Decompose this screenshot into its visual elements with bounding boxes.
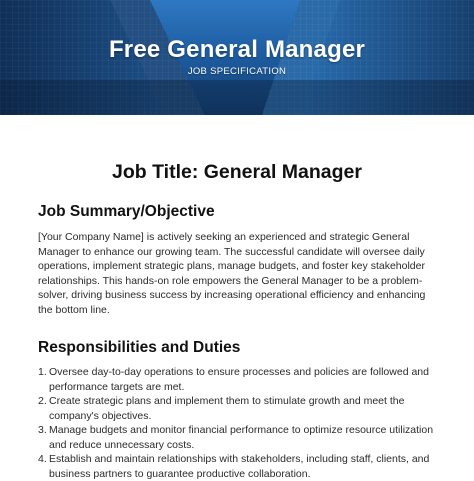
list-item: 2. Create strategic plans and implement them to stimulate growth and meet the company's objectives. [38,395,405,422]
list-item: 4. Establish and maintain relationships with stakeholders, including staff, clients, and business partners to guarantee productive collaboration. [38,453,430,480]
duties-list [38,365,442,481]
banner-title: Free General Manager [108,36,366,63]
list-item: 1. Oversee day-to-day operations to ensure processes and policies are followed and performance targets are met. [38,366,429,393]
page-title: Job Title: General Manager [112,161,362,183]
list-item: 3. Manage budgets and monitor financial performance to optimize resource utilization and reduce unnecessary costs. [38,424,434,451]
banner-subtitle: JOB SPECIFICATION [187,66,287,77]
header-banner [0,0,474,115]
summary-paragraph: [Your Company Name] is actively seeking an experienced and strategic General Manager to enhance our growing team. The successful candidate will oversee daily operations, implement strategic plans, manage budgets, and foster key stakeholder relationships. This hands-on role empowers the General Manager to be a problem-solver, driving business success by increasing operational efficiency and enhancing the bottom line. [38,231,426,316]
summary-heading: Job Summary/Objective [38,203,215,220]
duties-heading: Responsibilities and Duties [38,339,241,356]
